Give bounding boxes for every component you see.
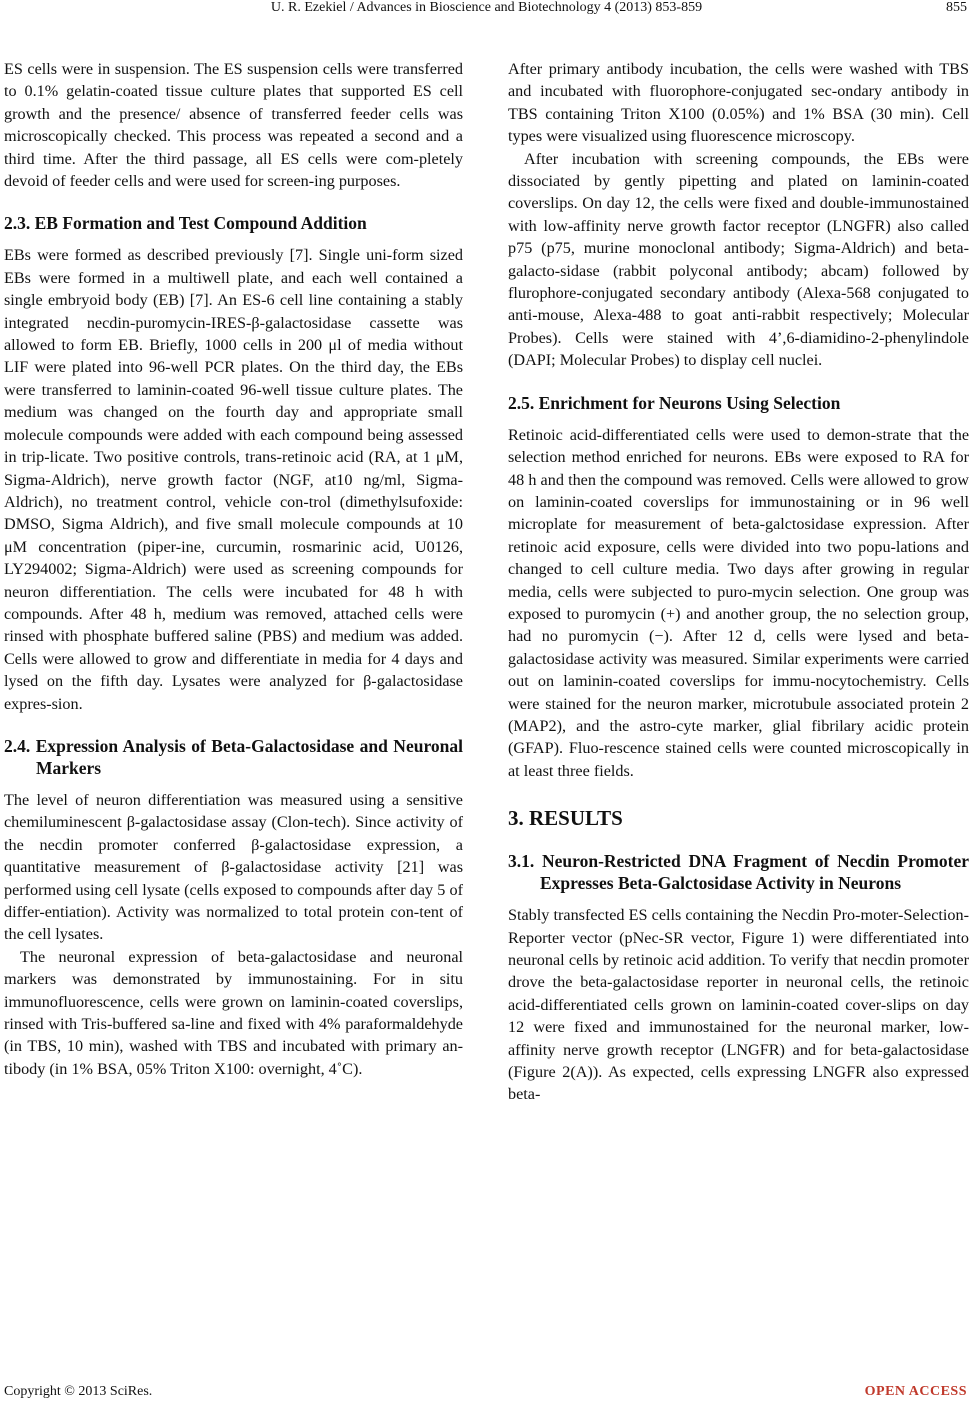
paragraph: EBs were formed as described previously [7]. Single uni-form sized EBs were formed in a multiwell plate, and each well contained a single embryoid body (EB) [7]. An ES-6 cell line containing a stably integrated necdin-puromycin-IRES-β-galactosidase cassette was allowed to form EB. Briefly, 1000 cells in 200 μl of media without LIF were plated into 96-well PCR plates. On the third day, the EBs were transferred to laminin-coated 96-well tissue culture plates. The medium was changed on the fourth day and appropriate small molecule compounds were added with each compound being assessed in trip-licate. Two positive controls, trans-retinoic acid (RA, at 1 μM, Sigma-Aldrich), nerve growth factor (NGF, at10 ng/ml, Sigma-Aldrich), no treatment control, vehicle con-trol (dimethylsufoxide: DMSO, Sigma Aldrich), and five small molecule compounds at 10 μM concentration (piper-ine, curcumin, rosmarinic acid, U0126, LY294002; Sigma-Aldrich) were used as screening compounds for neuron differentiation. The cells were incubated for 48 h with compounds. After 48 h, medium was removed, attached cells were rinsed with phosphate buffered saline (PBS) and medium was added. Cells were allowed to grow and differentiate in media for 4 days and lysed on the fifth day. Lysates were analyzed for β-galactosidase expres-sion. [4, 246, 463, 713]
paragraph: After incubation with screening compounds, the EBs were dissociated by gently pipetting and plated on laminin-coated coverslips. On day 12, the cells were fixed and double-immunostained with low-affinity nerve growth factor receptor (LNGFR) also called p75 (p75, murine monoclonal antibody; Sigma-Aldrich) and beta-galacto-sidase (rabbit polyconal antibody; abcam) followed by flurophore-conjugated secondary antibody (Alexa-568 conjugated to anti-mouse, Alexa-488 to goat anti-rabbit respectively; Molecular Probes). Cells were stained with 4’,6-diamidino-2-phenylindole (DAPI; Molecular Probes) to display cell nuclei. [508, 149, 969, 370]
paragraph: Retinoic acid-differentiated cells were used to demon-strate that the selection method enriched for neurons. EBs were exposed to RA for 48 h and then the compound was removed. Cells were allowed to grow on laminin-coated coverslips for immunostaining or in 96 well microplate for measurement of beta-galctosidase expression. After retinoic acid exposure, cells were divided into two popu-lations and changed to cell culture media. Two days after growing in regular media, cells were subjected to puro-mycin selection. One group was exposed to puromycin (+) and another group, the no selection group, had no puromycin (−). After 12 d, cells were lysed and beta-galactosidase activity was measured. Similar experiments were carried out on laminin-coated coverslips for immu-nocytochemistry. Cells were stained for the neuron marker, microtubule associated protein 2 (MAP2), and the astro-cyte marker, glial fibrilary acidic protein (GFAP). Fluo-rescence stained cells were counted microscopically in at least three fields. [508, 425, 969, 780]
paragraph: Stably transfected ES cells containing the Necdin Pro-moter-Selection-Reporter vector (pNec-SR vector, Figure 1) were differentiated into neuronal cells by retinoic acid addition. To verify that necdin promoter drove the beta-galactosidase reporter in neuronal cells, the retinoic acid-differentiated cells grown on laminin-coated cover-slips on day 12 were fixed and immunostained for the neuronal marker, low-affinity nerve growth receptor (LNGFR) and for beta-galactosidase (Figure 2(A)). As expected, cells expressing LNGFR also expressed beta- [508, 906, 969, 1104]
page-footer [0, 1384, 973, 1406]
page-header [0, 0, 973, 24]
paragraph: After primary antibody incubation, the cells were washed with TBS and incubated with fluorophore-conjugated sec-ondary antibody in TBS containing Triton X100 (0.05%) and 1% BSA (30 min). Cell types were visualized using fluorescence microscopy. [508, 60, 969, 146]
paragraph: The level of neuron differentiation was measured using a sensitive chemiluminescent β-galactosidase assay (Clon-tech). Since activity of the necdin promoter conferred β-galactosidase expression, a quantitative measurement of β-galactosidase activity [21] was performed using cell lysate (cells exposed to compounds after day 5 of differ-entiation). Activity was normalized to total protein con-tent of the cell lysates. [4, 790, 463, 944]
section-heading-2-5: 2.5. Enrichment for Neurons Using Selection [508, 392, 841, 413]
copyright: Copyright © 2013 SciRes. [4, 1384, 153, 1399]
running-head: U. R. Ezekiel / Advances in Bioscience and Biotechnology 4 (2013) 853-859 [270, 0, 703, 15]
section-heading-2-4: 2.4. Expression Analysis of Beta-Galactosidase and Neuronal Markers [4, 735, 463, 778]
paragraph: ES cells were in suspension. The ES suspension cells were transferred to 0.1% gelatin-coated tissue culture plates that supported ES cell growth and the presence/ absence of transferred feeder cells was microscopically checked. This process was repeated a second and a third time. After the third passage, all ES cells were com-pletely devoid of feeder cells and were used for screen-ing purposes. [4, 60, 463, 191]
right-column [508, 58, 969, 1106]
page-number: 855 [946, 0, 967, 15]
open-access-label: OPEN ACCESS [864, 1384, 967, 1399]
paragraph: The neuronal expression of beta-galactosidase and neuronal markers was demonstrated by immunostaining. For in situ immunofluorescence, cells were grown on laminin-coated coverslips, rinsed with Tris-buffered sa-line and fixed with 4% paraformaldehyde (in TBS, 10 min), washed with TBS and incubated with primary an-tibody (in 1% BSA, 05% Triton X100: overnight, 4˚C). [4, 947, 463, 1078]
section-heading-3-1: 3.1. Neuron-Restricted DNA Fragment of Necdin Promoter Expresses Beta-Galctosidase Activity in Neurons [508, 851, 969, 894]
section-heading-3: 3. RESULTS [508, 806, 623, 831]
section-heading-2-3: 2.3. EB Formation and Test Compound Addition [4, 213, 367, 234]
left-column [4, 58, 463, 1080]
